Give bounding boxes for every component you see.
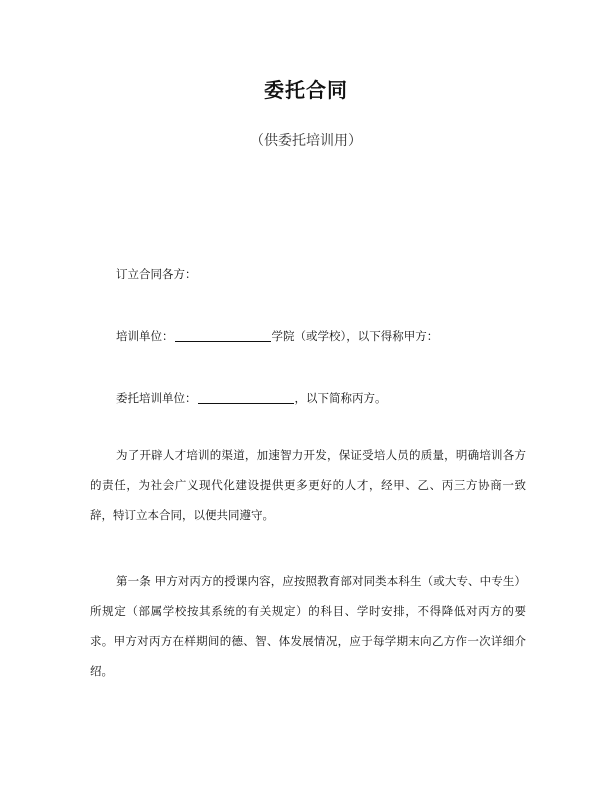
article-1-paragraph: 第一条 甲方对丙方的授课内容，应按照教育部对同类本科生（或大专、中专生）所规定（部属学校按其系统的有关规定）的科目、学时安排，不得降低对丙方的要求。甲方对丙方在样期间的德、智、体发展情况，应于每学期末向乙方作一次详细介绍。 <box>90 574 526 678</box>
training-unit-line <box>116 328 438 344</box>
training-unit-suffix: 学院（或学校），以下得称甲方： <box>271 329 439 343</box>
document-title: 委托合同 <box>264 78 348 102</box>
parties-intro: 订立合同各方： <box>116 267 197 281</box>
entrusting-unit-blank <box>198 391 294 404</box>
document-subtitle: （供委托培训用） <box>250 133 362 149</box>
training-unit-label: 培训单位： <box>116 329 174 343</box>
preamble-paragraph: 为了开辟人才培训的渠道，加速智力开发，保证受培人员的质量，明确培训各方的责任，为社会广义现代化建设提供更多更好的人才，经甲、乙、丙三方协商一致辞，特订立本合同，以便共同遵守。 <box>90 448 526 522</box>
training-unit-blank <box>175 329 271 342</box>
entrusting-unit-suffix: ，以下简称丙方。 <box>294 391 387 405</box>
entrusting-unit-line <box>116 390 387 406</box>
entrusting-unit-label: 委托培训单位： <box>116 391 197 405</box>
